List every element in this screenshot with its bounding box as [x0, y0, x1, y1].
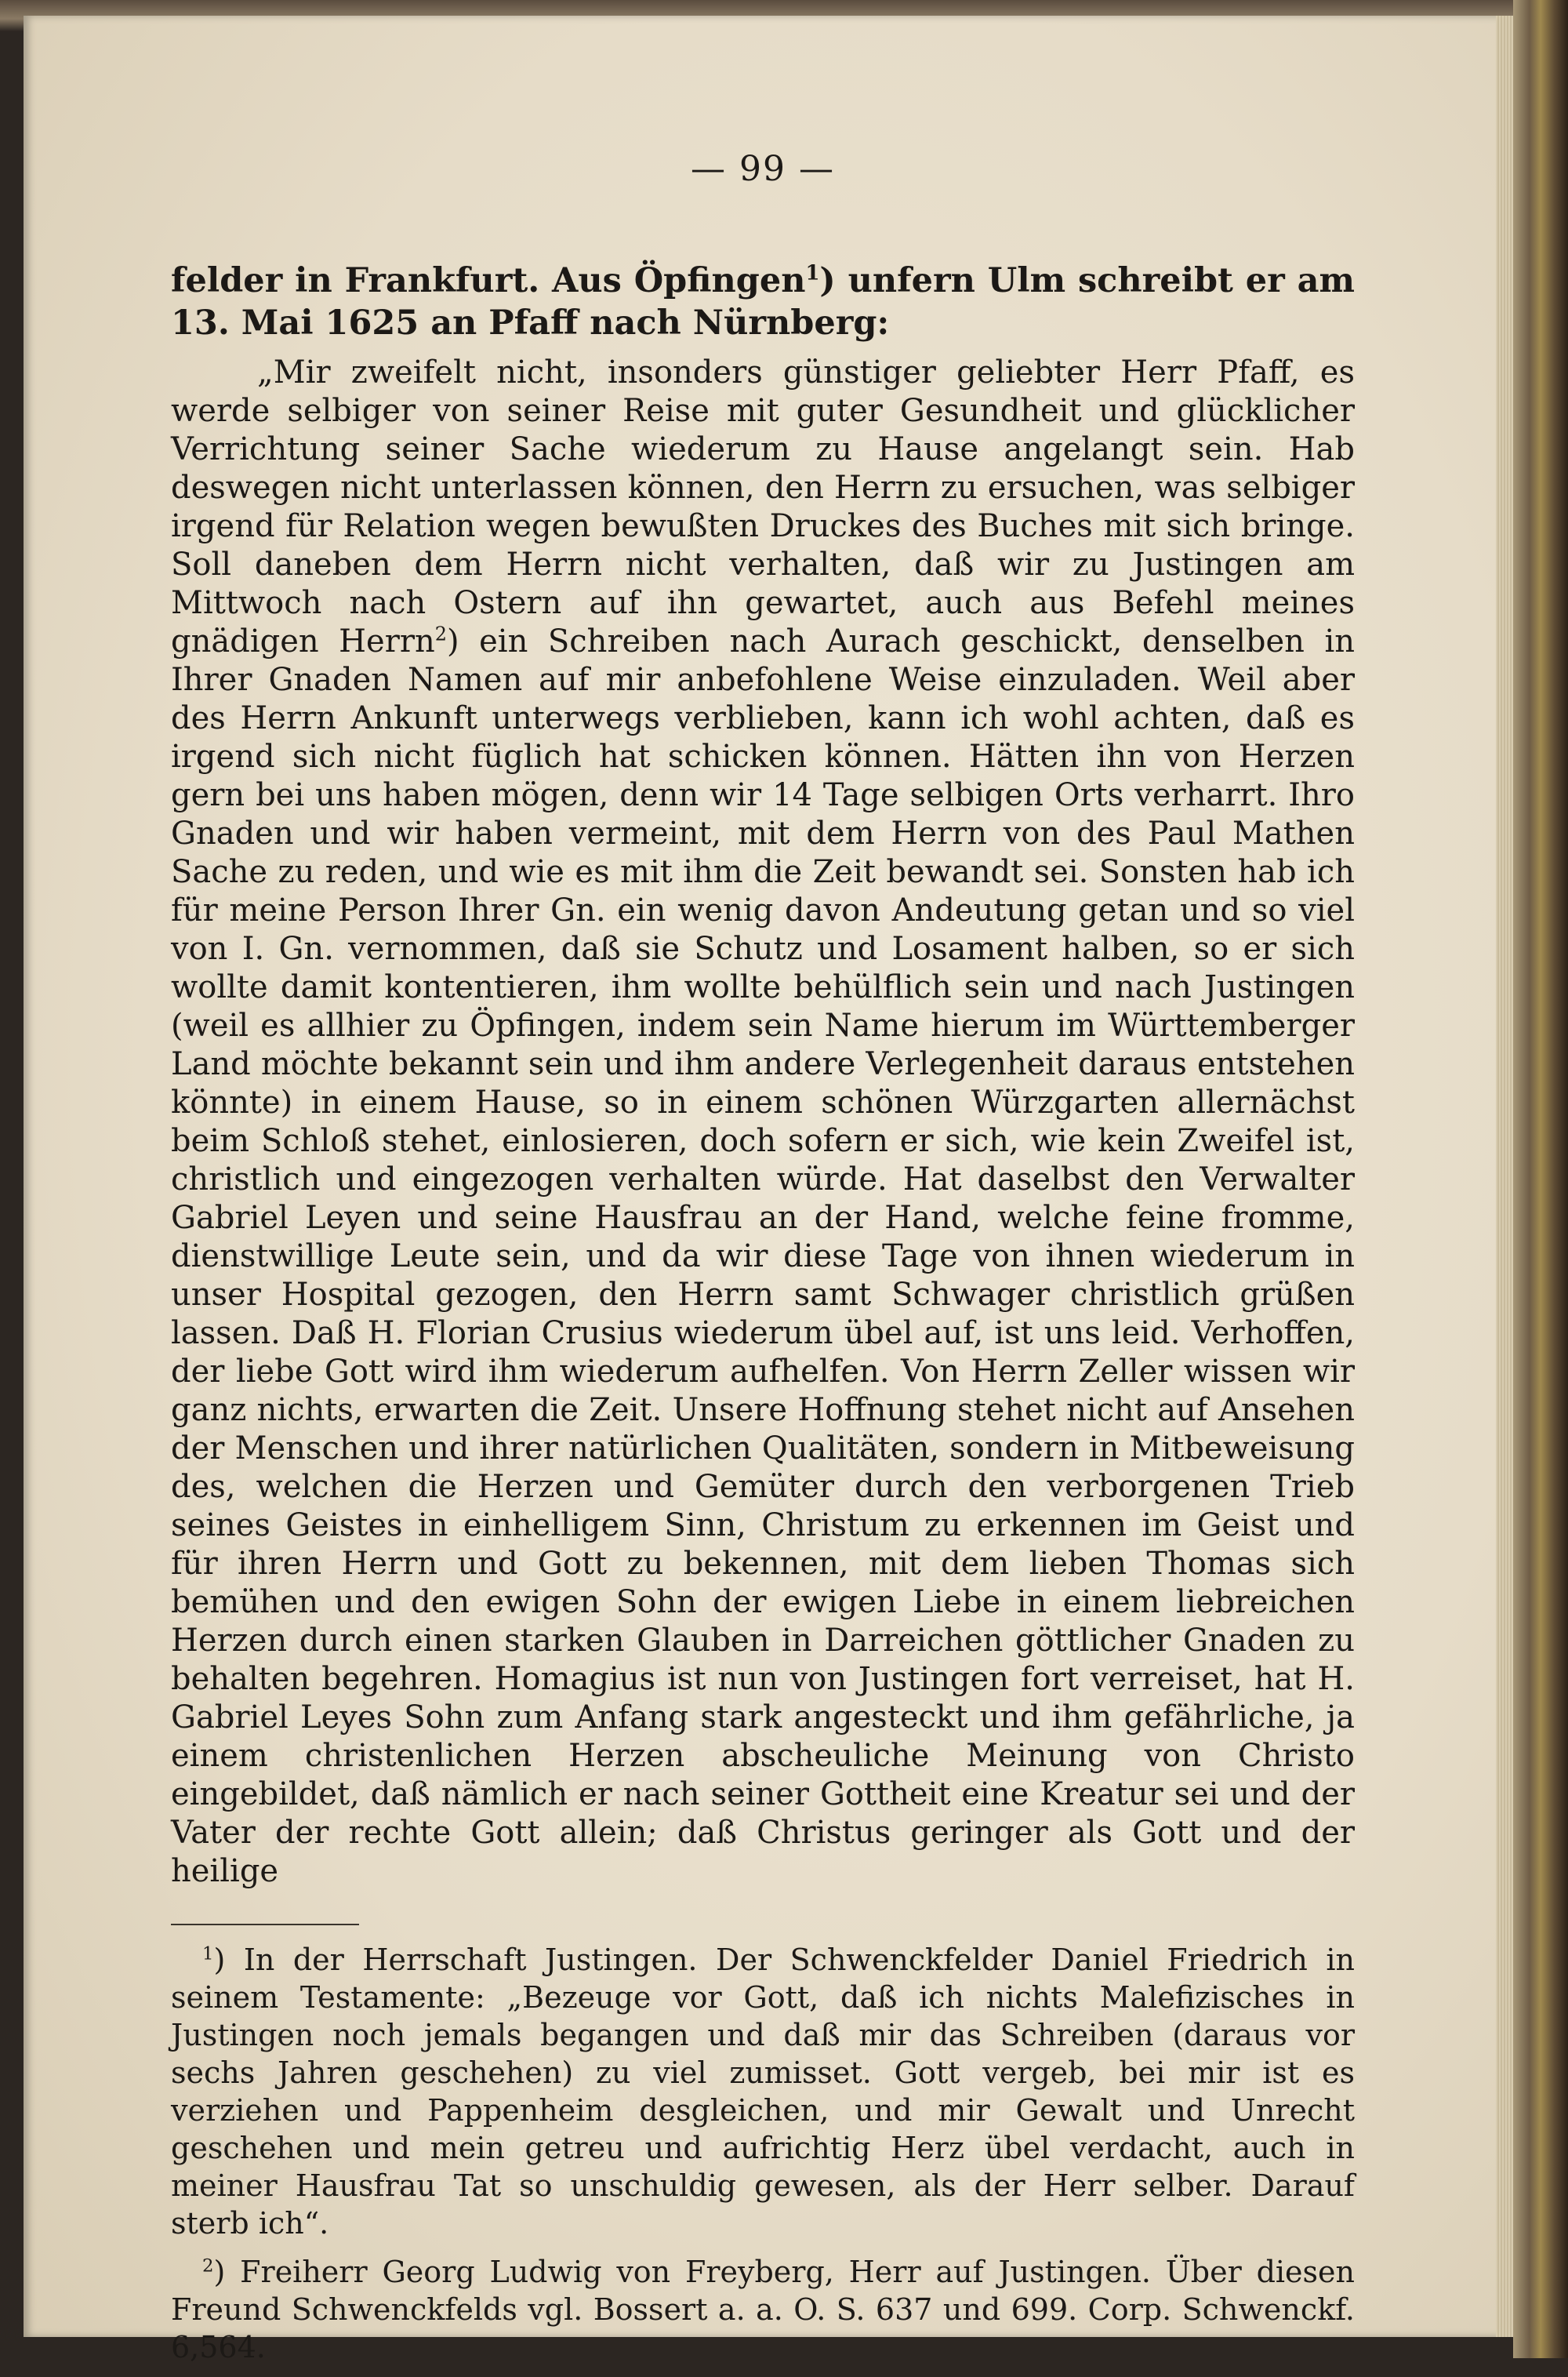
page-edges	[1496, 16, 1513, 2337]
footnote-2-text: ) Freiherr Georg Ludwig von Freyberg, Herr auf Justingen. Über diesen Freund Schwenckfelds vgl. Bossert a. a. O. S. 637 und 699. Corp. Schwenckf. 6,564.	[171, 2255, 1355, 2364]
letter-quote	[171, 354, 1355, 1891]
footnote-marker-1: 1	[805, 261, 820, 285]
footnote-1-marker: 1	[202, 1943, 214, 1964]
footnote-1	[171, 1941, 1355, 2242]
quote-text-part-2: ) ein Schreiben nach Aurach geschickt, denselben in Ihrer Gnaden Namen auf mir anbefohlene Weise einzuladen. Weil aber des Herrn Ankunft unterwegs verblieben, kann ich wohl achten, daß es irgend sich nicht füglich hat schicken können. Hätten ihn von Herzen gern bei uns haben mögen, denn wir 14 Tage selbigen Orts verharrt. Ihro Gnaden und wir haben vermeint, mit dem Herrn von des Paul Mathen Sache zu reden, und wie es mit ihm die Zeit bewandt sei. Sonsten hab ich für meine Person Ihrer Gn. ein wenig davon Andeutung getan und so viel von I. Gn. vernommen, daß sie Schutz und Losament halben, so er sich wollte damit kontentieren, ihm wollte behülflich sein und nach Justingen (weil es allhier zu Öpfingen, indem sein Name hierum im Württemberger Land möchte bekannt sein und ihm andere Verlegenheit daraus entstehen könnte) in einem Hause, so in einem schönen Würzgarten allernächst beim Schloß stehet, einlosieren, doch sofern er sich, wie kein Zweifel ist, christlich und eingezogen verhalten würde. Hat daselbst den Verwalter Gabriel Leyen und seine Hausfrau an der Hand, welche feine fromme, dienstwillige Leute sein, und da wir diese Tage von ihnen wiederum in unser Hospital gezogen, den Herrn samt Schwager christlich grüßen lassen. Daß H. Florian Crusius wiederum übel auf, ist uns leid. Verhoffen, der liebe Gott wird ihm wiederum aufhelfen. Von Herrn Zeller wissen wir ganz nichts, erwarten die Zeit. Unsere Hoffnung stehet nicht auf Ansehen der Menschen und ihrer natürlichen Qualitäten, sondern in Mitbeweisung des, welchen die Herzen und Gemüter durch den verborgenen Trieb seines Geistes in einhelligem Sinn, Christum zu erkennen im Geist und für ihren Herrn und Gott zu bekennen, mit dem lieben Thomas sich bemühen und den ewigen Sohn der ewigen Liebe in einem liebreichen Herzen durch einen starken Glauben in Darreichen göttlicher Gnaden zu behalten begehren. Homagius ist nun von Justingen fort verreiset, hat H. Gabriel Leyes Sohn zum Anfang stark angesteckt und ihm gefährliche, ja einem christenlichen Herzen abscheuliche Meinung von Christo eingebildet, daß nämlich er nach seiner Gottheit eine Kreatur sei und der Vater der rechte Gott allein; daß Christus geringer als Gott und der heilige	[171, 623, 1355, 1889]
footnote-1-text: ) In der Herrschaft Justingen. Der Schwenckfelder Daniel Friedrich in seinem Testamente: „Bezeuge vor Gott, daß ich nichts Malefizisches in Justingen noch jemals begangen und daß mir das Schreiben (daraus vor sechs Jahren geschehen) zu viel zumisset. Gott vergeb, bei mir ist es verziehen und Pappenheim desgleichen, und mir Gewalt und Unrecht geschehen und mein getreu und aufrichtig Herz übel verdacht, auch in meiner Hausfrau Tat so unschuldig gewesen, als der Herr selber. Darauf sterb ich“.	[171, 1943, 1355, 2241]
page-number: — 99 —	[691, 149, 835, 189]
intro-paragraph	[171, 260, 1355, 344]
footnote-separator	[171, 1924, 359, 1925]
footnote-2-marker: 2	[202, 2255, 214, 2277]
footnote-marker-2: 2	[434, 623, 448, 645]
intro-text-end: ) unfern Ulm schreibt er am 13. Mai 1625 an Pfaff nach Nürnberg:	[171, 261, 1355, 343]
page-text-block	[171, 149, 1355, 2377]
quote-text-part-1: „Mir zweifelt nicht, insonders günstiger geliebter Herr Pfaff, es werde selbiger von seiner Reise mit guter Gesundheit und glücklicher Verrichtung seiner Sache wiederum zu Hause angelangt sein. Hab deswegen nicht unterlassen können, den Herrn zu ersuchen, was selbiger irgend für Relation wegen bewußten Druckes des Buches mit sich bringe. Soll daneben dem Herrn nicht verhalten, daß wir zu Justingen am Mittwoch nach Ostern auf ihn gewartet, auch aus Befehl meines gnädigen Herrn	[171, 354, 1355, 660]
intro-text-start: felder in Frankfurt. Aus Öpfingen	[171, 261, 806, 300]
footnote-2	[171, 2253, 1355, 2366]
book-spine	[1513, 0, 1568, 2358]
